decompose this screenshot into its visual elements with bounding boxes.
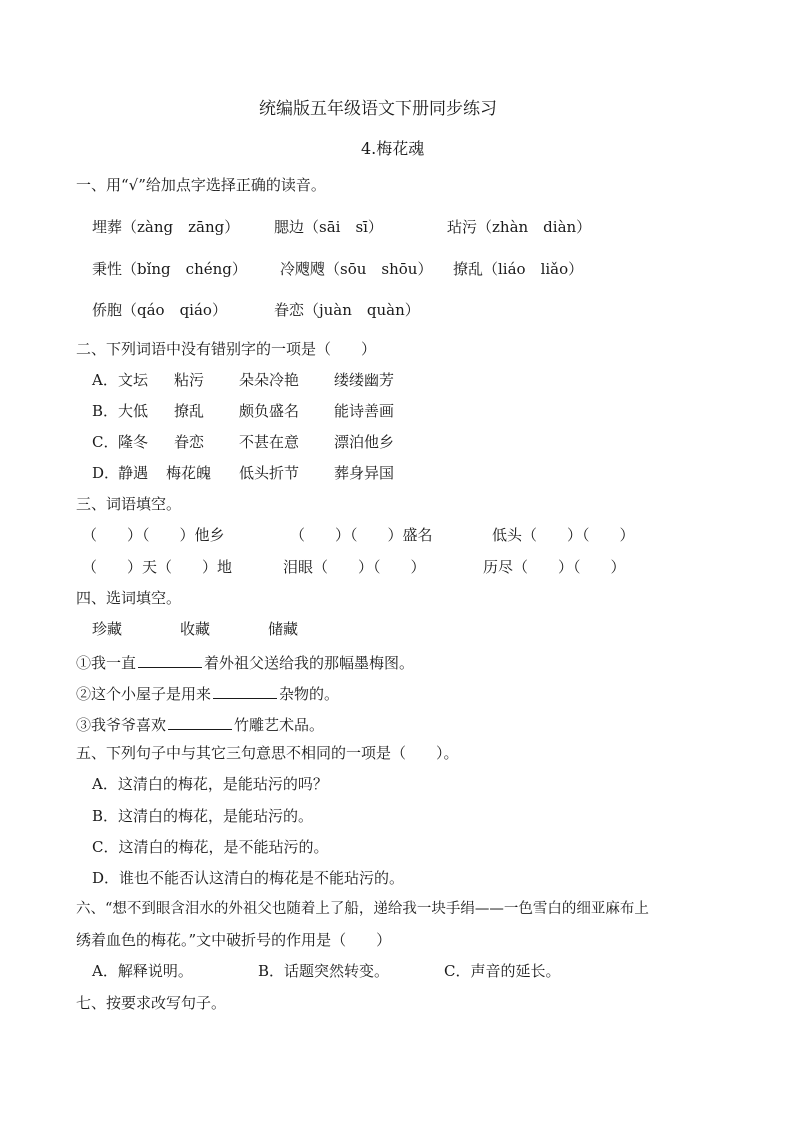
q2-word: 撩乱 — [174, 402, 205, 420]
q4-sentence — [76, 715, 324, 733]
q1-item: 撩乱（liáo liǎo） — [453, 260, 584, 278]
q5-option: B．这清白的梅花，是能玷污的。 — [92, 807, 314, 825]
q6-option: A．解释说明。 — [92, 962, 193, 980]
q3-blank-phrase: 低头（ ）（ ） — [492, 526, 635, 544]
q2-option-label: D． — [92, 464, 120, 482]
q1-heading: 一、用“√”给加点字选择正确的读音。 — [76, 176, 326, 194]
q2-word: 葬身异国 — [334, 464, 395, 482]
q4-sentence-post: 竹雕艺术品。 — [234, 716, 325, 734]
q4-choice: 收藏 — [180, 620, 211, 638]
q2-option-label: C． — [92, 433, 119, 451]
q2-word: 文坛 — [118, 371, 149, 389]
q3-blank-phrase: 历尽（ ）（ ） — [483, 558, 626, 576]
q2-word: 漂泊他乡 — [334, 433, 395, 451]
q5-option: C．这清白的梅花，是不能玷污的。 — [92, 838, 329, 856]
q2-word: 静遇 — [118, 464, 149, 482]
answer-blank[interactable] — [168, 715, 232, 730]
answer-blank[interactable] — [138, 653, 202, 668]
q1-item: 秉性（bǐng chéng） — [92, 260, 247, 278]
q1-item: 埋葬（zàng zāng） — [92, 218, 240, 236]
q4-sentence-pre: ②这个小屋子是用来 — [76, 685, 212, 703]
q2-word: 隆冬 — [118, 433, 149, 451]
q2-word: 梅花魄 — [166, 464, 212, 482]
q4-sentence-pre: ③我爷爷喜欢 — [76, 716, 167, 734]
lesson-title: 4.梅花魂 — [361, 139, 425, 158]
q2-word: 低头折节 — [239, 464, 300, 482]
q4-sentence — [76, 684, 339, 702]
q2-heading: 二、下列词语中没有错别字的一项是（ ） — [76, 340, 377, 358]
q4-sentence-post: 杂物的。 — [279, 685, 340, 703]
q1-item: 玷污（zhàn diàn） — [447, 218, 592, 236]
q3-blank-phrase: 泪眼（ ）（ ） — [283, 558, 426, 576]
q3-blank-phrase: （ ）（ ）他乡 — [82, 526, 225, 544]
q2-word: 粘污 — [174, 371, 205, 389]
q6-option: C．声音的延长。 — [444, 962, 561, 980]
q3-blank-phrase: （ ）天（ ）地 — [82, 558, 233, 576]
q2-word: 不甚在意 — [239, 433, 300, 451]
q5-heading: 五、下列句子中与其它三句意思不相同的一项是（ ）。 — [76, 744, 459, 762]
q4-sentence-pre: ①我一直 — [76, 654, 137, 672]
q5-option: D．谁也不能否认这清白的梅花是不能玷污的。 — [92, 869, 405, 887]
q2-word: 朵朵冷艳 — [239, 371, 300, 389]
q1-item: 腮边（sāi sī） — [274, 218, 383, 236]
q4-heading: 四、选词填空。 — [76, 589, 182, 607]
worksheet-title: 统编版五年级语文下册同步练习 — [259, 99, 497, 119]
q2-word: 颇负盛名 — [239, 402, 300, 420]
q5-option: A．这清白的梅花，是能玷污的吗？ — [92, 775, 328, 793]
q3-blank-phrase: （ ）（ ）盛名 — [290, 526, 433, 544]
q7-heading: 七、按要求改写句子。 — [76, 994, 227, 1012]
q2-option-label: A． — [92, 371, 118, 389]
q1-item: 侨胞（qáo qiáo） — [92, 301, 227, 319]
q2-word: 大低 — [118, 402, 149, 420]
answer-blank[interactable] — [213, 684, 277, 699]
q2-word: 眷恋 — [174, 433, 205, 451]
q2-word: 能诗善画 — [334, 402, 395, 420]
q6-text-line: 绣着血色的梅花。”文中破折号的作用是（ ） — [76, 931, 392, 949]
q4-choice: 珍藏 — [92, 620, 123, 638]
q2-word: 缕缕幽芳 — [334, 371, 395, 389]
q6-option: B．话题突然转变。 — [258, 962, 390, 980]
q3-heading: 三、词语填空。 — [76, 495, 182, 513]
q4-choice: 储藏 — [268, 620, 299, 638]
q1-item: 冷飕飕（sōu shōu） — [280, 260, 433, 278]
q1-item: 眷恋（juàn quàn） — [274, 301, 420, 319]
q6-text-line: 六、“想不到眼含泪水的外祖父也随着上了船，递给我一块手绢——一色雪白的细亚麻布上 — [76, 901, 649, 917]
q2-option-label: B． — [92, 402, 119, 420]
q4-sentence-post: 着外祖父送给我的那幅墨梅图。 — [204, 654, 415, 672]
q4-sentence — [76, 653, 414, 671]
